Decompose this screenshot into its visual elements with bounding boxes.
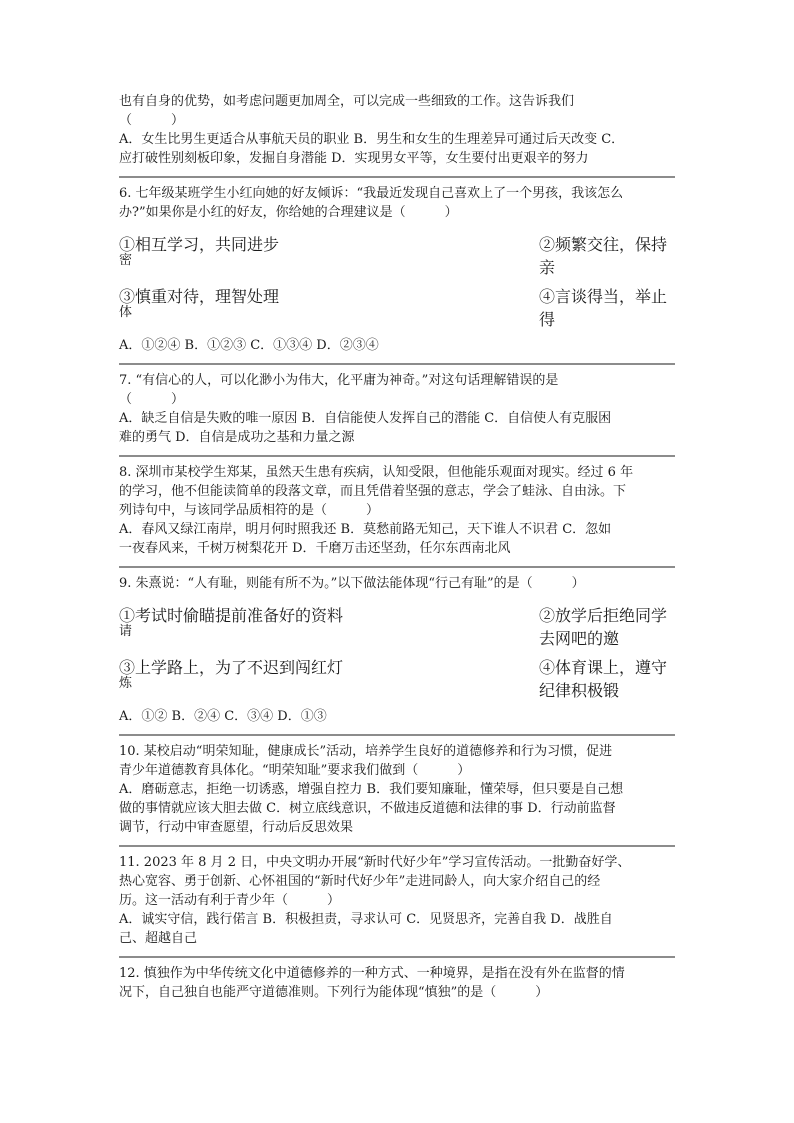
question-12 <box>119 958 675 1002</box>
question-5-answer-blank: （ ） <box>119 113 185 128</box>
question-6-statement-1: ①相互学习，共同进步 <box>119 235 280 254</box>
question-9-statement-2: ②放学后拒绝同学去网吧的邀 <box>539 606 668 648</box>
question-7-choices-line-2: 难的勇气 D．自信是成功之基和力量之源 <box>119 430 355 445</box>
question-6-statement-3: ③慎重对待，理智处理 <box>119 287 280 306</box>
question-6-statement-2-wrap: 密 <box>119 253 133 268</box>
question-8-choices-line-2: 一夜春风来，千树万树梨花开 D．千磨万击还坚劲，任尔东西南北风 <box>119 541 511 556</box>
question-9-statement-4-wrap: 炼 <box>119 676 133 691</box>
question-6-statement-2: ②频繁交往，保持亲 <box>539 235 668 277</box>
question-11-stem-line-1: 11. 2023 年 8 月 2 日，中央文明办开展“新时代好少年”学习宣传活动。一批勤奋好学、 <box>119 855 631 870</box>
question-6-stem-line-1: 6. 七年级某班学生小红向她的好友倾诉：“我最近发现自己喜欢上了一个男孩，我该怎么 <box>119 186 624 201</box>
question-11 <box>119 847 675 948</box>
question-10-choices-line-3: 调节，行动中审查愿望，行动后反思效果 <box>119 820 354 835</box>
question-11-choices-line-1: A．诚实守信，践行偌言 B．积极担责，寻求认可 C．见贤思齐，完善自我 D．战胜自 <box>119 912 613 927</box>
question-5-choices-line-2: 应打破性别刻板印象，发掘自身潜能 D．实现男女平等，女生要付出更艰辛的努力 <box>119 151 589 166</box>
question-8-choices-line-1: A．春风又绿江南岸，明月何时照我还 B．莫愁前路无知己，天下谁人不识君 C．忽如 <box>119 522 612 537</box>
question-10-choices-line-2: 做的事情就应该大胆去做 C．树立底线意识，不做违反道德和法律的事 D．行动前监督 <box>119 801 616 816</box>
question-6-choices: A．①②④ B．①②③ C．①③④ D．②③④ <box>119 338 379 353</box>
question-7-stem: 7. “有信心的人，可以化渺小为伟大，化平庸为神奇。”对这句话理解错误的是 <box>119 373 559 388</box>
question-12-stem-line-1: 12. 慎独作为中华传统文化中道德修养的一种方式、一种境界，是指在没有外在监督的情 <box>119 966 625 981</box>
exam-page <box>119 92 675 1002</box>
question-6-statement-4-wrap: 体 <box>119 305 133 320</box>
question-9-stem: 9. 朱熹说：“人有耻，则能有所不为。”以下做法能体现“行己有耻”的是（ ） <box>119 576 585 591</box>
question-8-stem-line-3: 列诗句中，与该同学品质相符的是（ ） <box>119 503 380 518</box>
question-6-stem-line-2: 办?”如果你是小红的好友，你给她的合理建议是（ ） <box>119 205 458 220</box>
question-8-stem-line-2: 的学习，他不但能读简单的段落文章，而且凭借着坚强的意志，学会了蛙泳、自由泳。下 <box>119 484 627 499</box>
question-5-stem: 也有自身的优势，如考虑问题更加周全，可以完成一些细致的工作。这告诉我们 <box>119 94 575 109</box>
question-8 <box>119 457 675 558</box>
question-11-stem-line-2: 热心宽容、勇于创新、心怀祖国的“新时代好少年”走进同龄人，向大家介绍自己的经 <box>119 874 601 889</box>
question-7-answer-blank: （ ） <box>119 392 185 407</box>
question-10-stem-line-2: 青少年道德教育具体化。“明荣知耻”要求我们做到（ ） <box>119 763 471 778</box>
question-10-stem-line-1: 10. 某校启动“明荣知耻，健康成长”活动，培养学生良好的道德修养和行为习惯，促进 <box>119 744 613 759</box>
question-12-stem-line-2: 况下，自己独自也能严守道德准则。下列行为能体现“慎独”的是（ ） <box>119 985 549 1000</box>
question-10-choices-line-1: A．磨砺意志，拒绝一切诱惑，增强自控力 B．我们要知廉耻，懂荣辱，但只要是自己想 <box>119 782 624 797</box>
question-7-choices-line-1: A．缺乏自信是失败的唯一原因 B．自信能使人发挥自己的潜能 C．自信使人有克服困 <box>119 411 612 426</box>
question-9-statement-4: ④体育课上，遵守纪律积极锻 <box>539 658 668 700</box>
question-11-stem-line-3: 历。这一活动有利于青少年（ ） <box>119 893 341 908</box>
question-9-statement-3: ③上学路上，为了不迟到闯红灯 <box>119 658 344 677</box>
question-7 <box>119 365 675 447</box>
question-9-choices: A．①② B．②④ C．③④ D．①③ <box>119 709 327 724</box>
question-5 <box>119 92 675 168</box>
question-9-statement-1: ①考试时偷瞄提前准备好的资料 <box>119 606 344 625</box>
question-11-choices-line-2: 己、超越自己 <box>119 931 198 946</box>
question-10 <box>119 736 675 837</box>
question-8-stem-line-1: 8. 深圳市某校学生郑某，虽然天生患有疾病，认知受限，但他能乐观面对现实。经过 6 年 <box>119 465 634 480</box>
question-6 <box>119 178 675 355</box>
question-9-statement-2-wrap: 请 <box>119 624 133 639</box>
question-9 <box>119 568 675 726</box>
question-6-statement-4: ④言谈得当，举止得 <box>539 287 668 329</box>
question-5-choices-line-1: A．女生比男生更适合从事航天员的职业 B．男生和女生的生理差异可通过后天改变 C． <box>119 132 625 147</box>
